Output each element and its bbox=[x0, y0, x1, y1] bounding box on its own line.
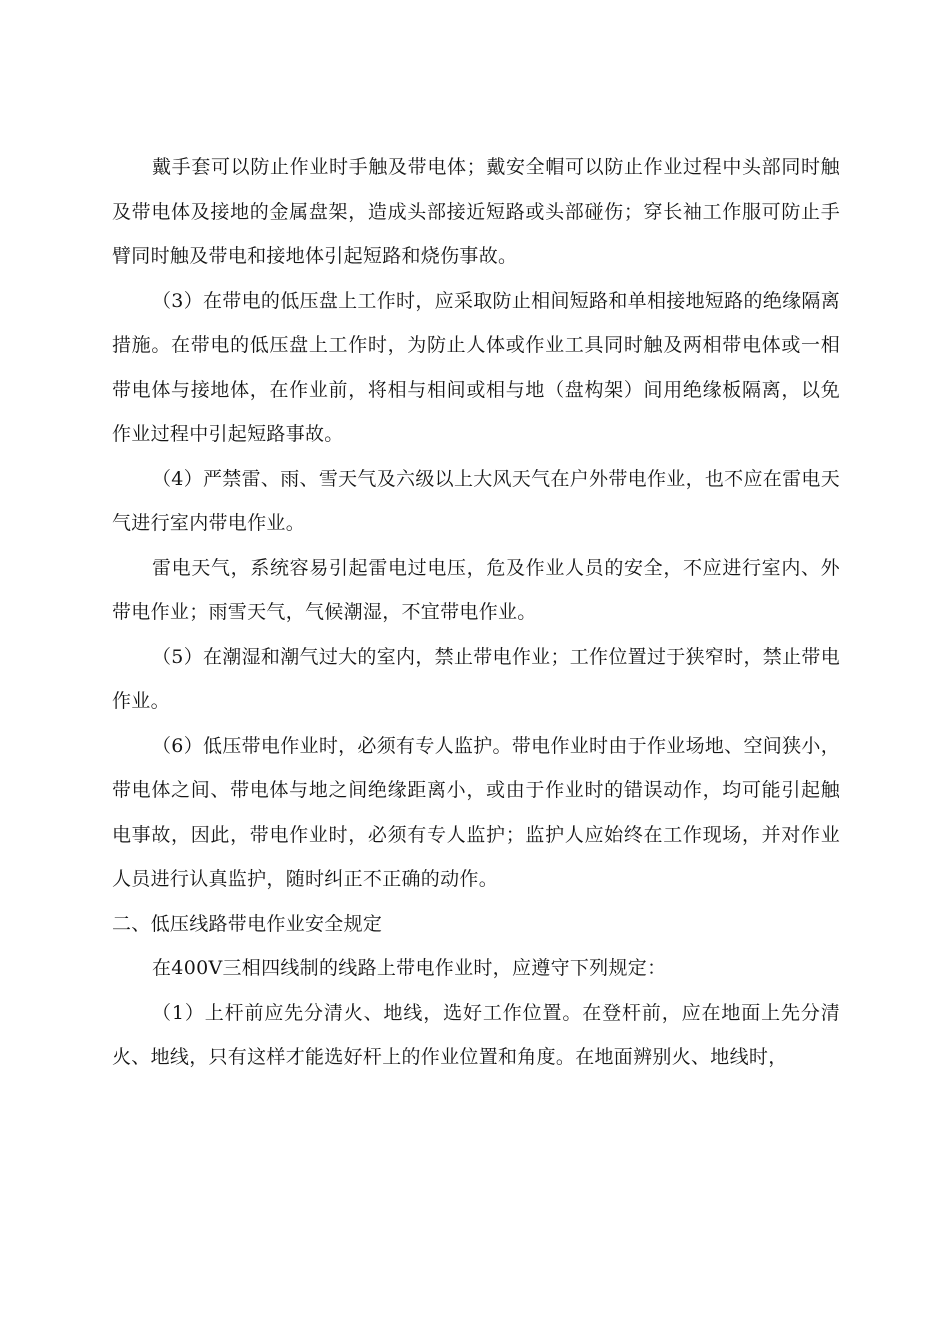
paragraph-rule-5: （5）在潮湿和潮气过大的室内，禁止带电作业；工作位置过于狭窄时，禁止带电作业。 bbox=[112, 645, 840, 712]
paragraph-lightning: 雷电天气，系统容易引起雷电过电压，危及作业人员的安全，不应进行室内、外带电作业；雨雪天气，气候潮湿，不宜带电作业。 bbox=[112, 556, 840, 623]
paragraph-400v-intro: 在400V三相四线制的线路上带电作业时，应遵守下列规定： bbox=[152, 957, 667, 979]
paragraph-rule-4: （4）严禁雷、雨、雪天气及六级以上大风天气在户外带电作业，也不应在雷电天气进行室内带电作业。 bbox=[112, 467, 840, 534]
paragraph-line-rule-1: （1）上杆前应先分清火、地线，选好工作位置。在登杆前，应在地面上先分清火、地线，只有这样才能选好杆上的作业位置和角度。在地面辨别火、地线时， bbox=[112, 1001, 840, 1068]
document-body bbox=[112, 145, 840, 1080]
paragraph-ppe: 戴手套可以防止作业时手触及带电体；戴安全帽可以防止作业过程中头部同时触及带电体及接地的金属盘架，造成头部接近短路或头部碰伤；穿长袖工作服可防止手臂同时触及带电和接地体引起短路和烧伤事故。 bbox=[112, 156, 840, 267]
section-heading: 二、低压线路带电作业安全规定 bbox=[112, 912, 383, 935]
paragraph-rule-3: （3）在带电的低压盘上工作时，应采取防止相间短路和单相接地短路的绝缘隔离措施。在带电的低压盘上工作时，为防止人体或作业工具同时触及两相带电体或一相带电体与接地体，在作业前，将相与相间或相与地（盘构架）间用绝缘板隔离，以免作业过程中引起短路事故。 bbox=[112, 289, 840, 445]
paragraph-rule-6: （6）低压带电作业时，必须有专人监护。带电作业时由于作业场地、空间狭小，带电体之间、带电体与地之间绝缘距离小，或由于作业时的错误动作，均可能引起触电事故，因此，带电作业时，必须有专人监护；监护人应始终在工作现场，并对作业人员进行认真监护，随时纠正不正确的动作。 bbox=[112, 734, 840, 890]
